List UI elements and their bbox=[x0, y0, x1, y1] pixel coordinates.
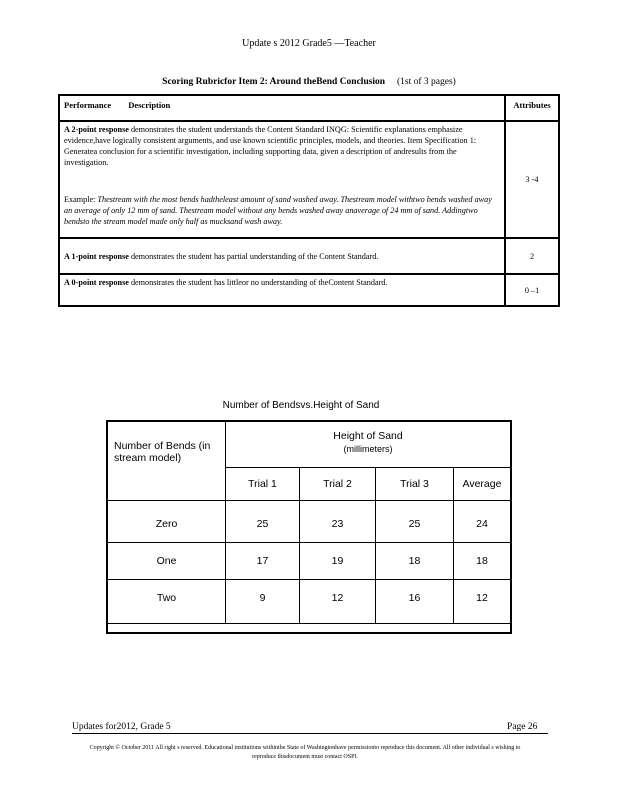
data-table-title: Number of Bendsvs.Height of Sand bbox=[222, 400, 380, 411]
col-trial-3: Trial 3 bbox=[376, 468, 454, 501]
page-header: Update s 2012 Grade5 —Teacher bbox=[242, 38, 376, 49]
table-bottom-padding bbox=[107, 624, 511, 634]
footer-divider bbox=[72, 733, 548, 734]
cell: 12 bbox=[454, 580, 512, 624]
rubric-example bbox=[64, 194, 500, 227]
rubric-table bbox=[58, 94, 560, 307]
units-label: (millimeters) bbox=[343, 444, 393, 454]
cell: 18 bbox=[454, 543, 512, 580]
data-table bbox=[106, 420, 512, 634]
col-description: Description bbox=[128, 100, 171, 110]
copyright-notice: Copyright © October 2011 All right s reserved. Educational institutions withinthe State of Washingtonhave permissionto reproduce this document. All other individual s wishing to reproduce thisdocument must contact OSPI. bbox=[89, 745, 521, 760]
rubric-row-1pt bbox=[59, 238, 559, 274]
cell: 19 bbox=[300, 543, 376, 580]
table-row bbox=[107, 543, 511, 580]
cell: 25 bbox=[226, 501, 300, 543]
cell: 17 bbox=[226, 543, 300, 580]
table-row bbox=[107, 580, 511, 624]
cell: 23 bbox=[300, 501, 376, 543]
table-row bbox=[107, 501, 511, 543]
rubric-row-0pt bbox=[59, 274, 559, 306]
rubric-attr-0pt: 0 –1 bbox=[505, 274, 559, 306]
rubric-desc-1pt bbox=[59, 238, 505, 274]
group-header-label: Height of Sand bbox=[333, 430, 403, 442]
rubric-desc-2pt bbox=[59, 121, 505, 238]
row-header: Number of Bends (in stream model) bbox=[107, 421, 226, 501]
cell: 25 bbox=[376, 501, 454, 543]
cell: 24 bbox=[454, 501, 512, 543]
rubric-attr-2pt: 3 -4 bbox=[505, 121, 559, 238]
col-average: Average bbox=[454, 468, 512, 501]
rubric-header-row bbox=[59, 95, 559, 121]
rubric-text-0pt: demonstrates the student has littleor no understanding of theContent Standard. bbox=[130, 278, 388, 287]
group-header bbox=[226, 421, 512, 468]
page-number: Page 26 bbox=[507, 722, 538, 732]
rubric-text-2pt: demonstrates the student understands the Content Standard INQG: Scientific explanations emphasize evidence,have logically consistent arguments, and use known scientific principles, models, and theories. Item Specification 1: Generatea conclusion for a scientific investigation, including supporting data, given a description of andresults from the investigation. bbox=[64, 125, 477, 167]
row-label: Zero bbox=[107, 501, 226, 543]
rubric-title bbox=[0, 77, 618, 87]
col-attributes: Attributes bbox=[505, 95, 559, 121]
row-label: One bbox=[107, 543, 226, 580]
example-text: Thestream with the most bends hadtheleast amount of sand washed away. Thestream model withtwo bends washed away an average of only 12 mm of sand. Thestream model without any bends washed away anaverage of 24 mm of sand. Addingtwo bendsto the stream model made only half as mucksand wash away. bbox=[64, 195, 492, 226]
rubric-attr-1pt: 2 bbox=[505, 238, 559, 274]
rubric-row-2pt bbox=[59, 121, 559, 238]
cell: 16 bbox=[376, 580, 454, 624]
rubric-pages: (1st of 3 pages) bbox=[396, 77, 456, 87]
col-performance: Performance bbox=[64, 100, 112, 110]
rubric-text-1pt: demonstrates the student has partial understanding of the Content Standard. bbox=[130, 251, 379, 261]
col-trial-1: Trial 1 bbox=[226, 468, 300, 501]
rubric-header-description bbox=[59, 95, 505, 121]
rubric-title-text: Scoring Rubricfor Item 2: Around theBend Conclusion bbox=[162, 77, 386, 87]
cell: 18 bbox=[376, 543, 454, 580]
rubric-level-1pt: A 1-point response bbox=[64, 251, 129, 261]
row-label: Two bbox=[107, 580, 226, 624]
cell: 9 bbox=[226, 580, 300, 624]
rubric-desc-0pt bbox=[59, 274, 505, 306]
col-trial-2: Trial 2 bbox=[300, 468, 376, 501]
rubric-level-0pt: A 0-point response bbox=[64, 278, 129, 287]
rubric-level-2pt: A 2-point response bbox=[64, 125, 129, 134]
example-label: Example: bbox=[64, 195, 96, 204]
footer-left: Updates for2012, Grade 5 bbox=[72, 722, 171, 732]
cell: 12 bbox=[300, 580, 376, 624]
